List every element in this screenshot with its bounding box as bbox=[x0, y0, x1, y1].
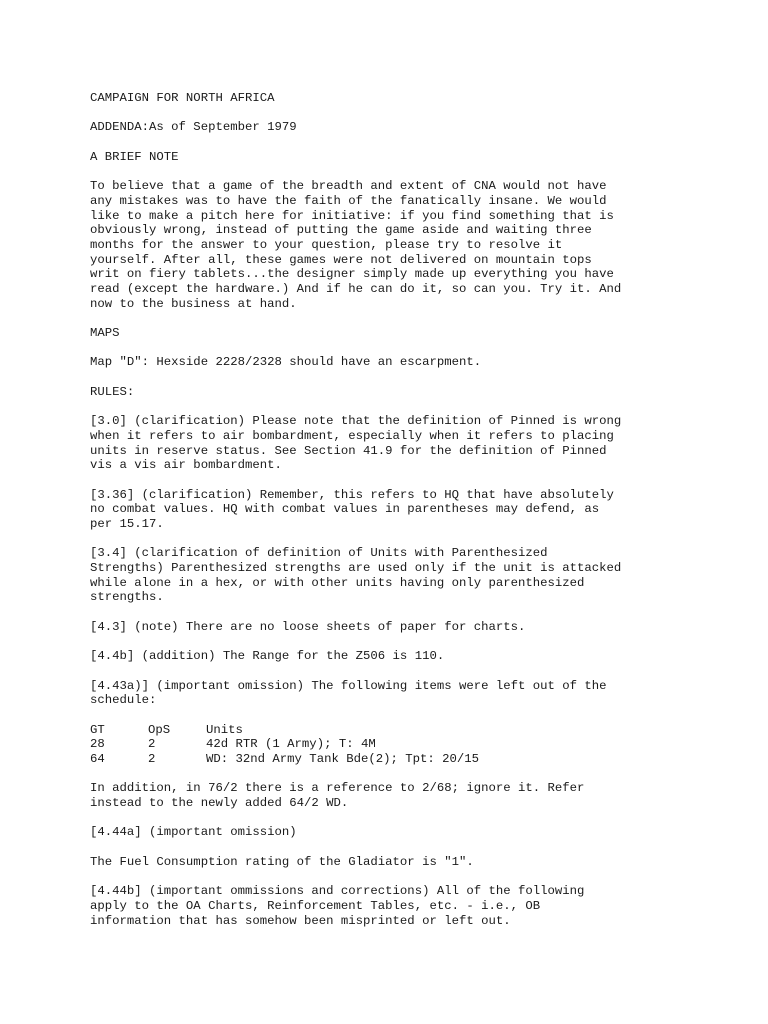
text-line: writ on fiery tablets...the designer simply made up everything you have bbox=[90, 267, 614, 282]
text-line: when it refers to air bombardment, especially when it refers to placing bbox=[90, 428, 614, 443]
document-title: CAMPAIGN FOR NORTH AFRICA bbox=[90, 91, 275, 105]
schedule-cell: 2 bbox=[148, 751, 156, 766]
schedule-row bbox=[90, 737, 750, 752]
schedule-cell: WD: 32nd Army Tank Bde(2); Tpt: 20/15 bbox=[206, 751, 480, 766]
text-line: To believe that a game of the breadth and extent of CNA would not have bbox=[90, 179, 607, 194]
text-line: strengths. bbox=[90, 590, 164, 605]
rules-heading: RULES: bbox=[90, 384, 135, 399]
addition-note bbox=[90, 781, 750, 810]
rule-4-43a bbox=[90, 679, 750, 708]
text-line: per 15.17. bbox=[90, 516, 164, 531]
rule-3-4 bbox=[90, 546, 750, 605]
rule-4-4b: [4.4b] (addition) The Range for the Z506 is 110. bbox=[90, 649, 445, 664]
schedule-cell: 64 bbox=[90, 751, 105, 766]
schedule-cell: 2 bbox=[148, 737, 156, 752]
schedule-table bbox=[90, 723, 750, 767]
text-line: [4.43a)] (important omission) The following items were left out of the bbox=[90, 678, 607, 693]
text-line: yourself. After all, these games were not delivered on mountain tops bbox=[90, 252, 592, 267]
schedule-cell: 28 bbox=[90, 737, 105, 752]
schedule-header-cell: GT bbox=[90, 722, 105, 737]
text-line: [3.36] (clarification) Remember, this refers to HQ that have absolutely bbox=[90, 487, 614, 502]
addenda-line: ADDENDA:As of September 1979 bbox=[90, 120, 297, 135]
text-line: instead to the newly added 64/2 WD. bbox=[90, 796, 349, 810]
text-line: while alone in a hex, or with other units having only parenthesized bbox=[90, 575, 585, 590]
text-line: any mistakes was to have the faith of the fanatically insane. We would bbox=[90, 193, 607, 208]
text-line: Strengths) Parenthesized strengths are used only if the unit is attacked bbox=[90, 561, 622, 575]
text-line: now to the business at hand. bbox=[90, 296, 297, 311]
schedule-row bbox=[90, 752, 750, 767]
rule-4-3: [4.3] (note) There are no loose sheets of paper for charts. bbox=[90, 619, 526, 634]
rule-4-44a: [4.44a] (important omission) bbox=[90, 825, 297, 840]
text-line: vis a vis air bombardment. bbox=[90, 458, 282, 473]
document-page bbox=[90, 91, 750, 928]
text-line: In addition, in 76/2 there is a reference to 2/68; ignore it. Refer bbox=[90, 781, 585, 796]
schedule-header-row bbox=[90, 723, 750, 738]
schedule-cell: 42d RTR (1 Army); T: 4M bbox=[206, 737, 376, 752]
fuel-note: The Fuel Consumption rating of the Gladiator is "1". bbox=[90, 854, 474, 869]
schedule-header-cell: OpS bbox=[148, 722, 171, 737]
text-line: information that has somehow been misprinted or left out. bbox=[90, 913, 511, 928]
text-line: [3.4] (clarification of definition of Units with Parenthesized bbox=[90, 546, 548, 561]
schedule-header-cell: Units bbox=[206, 722, 243, 737]
text-line: like to make a pitch here for initiative: if you find something that is bbox=[90, 208, 614, 223]
text-line: [3.0] (clarification) Please note that the definition of Pinned is wrong bbox=[90, 414, 622, 429]
text-line: read (except the hardware.) And if he can do it, so can you. Try it. And bbox=[90, 281, 622, 296]
text-line: schedule: bbox=[90, 693, 157, 708]
maps-heading: MAPS bbox=[90, 326, 120, 340]
rule-3-0 bbox=[90, 414, 750, 473]
text-line: obviously wrong, instead of putting the game aside and waiting three bbox=[90, 223, 592, 238]
text-line: months for the answer to your question, please try to resolve it bbox=[90, 237, 563, 252]
text-line: no combat values. HQ with combat values in parentheses may defend, as bbox=[90, 502, 600, 517]
brief-note-heading: A BRIEF NOTE bbox=[90, 149, 179, 164]
rule-4-44b bbox=[90, 884, 750, 928]
text-line: units in reserve status. See Section 41.9 for the definition of Pinned bbox=[90, 443, 607, 458]
text-line: [4.44b] (important ommissions and corrections) All of the following bbox=[90, 884, 585, 899]
rule-3-36 bbox=[90, 488, 750, 532]
text-line: apply to the OA Charts, Reinforcement Tables, etc. - i.e., OB bbox=[90, 898, 541, 913]
brief-note-paragraph bbox=[90, 179, 750, 311]
maps-text: Map "D": Hexside 2228/2328 should have an escarpment. bbox=[90, 355, 482, 370]
